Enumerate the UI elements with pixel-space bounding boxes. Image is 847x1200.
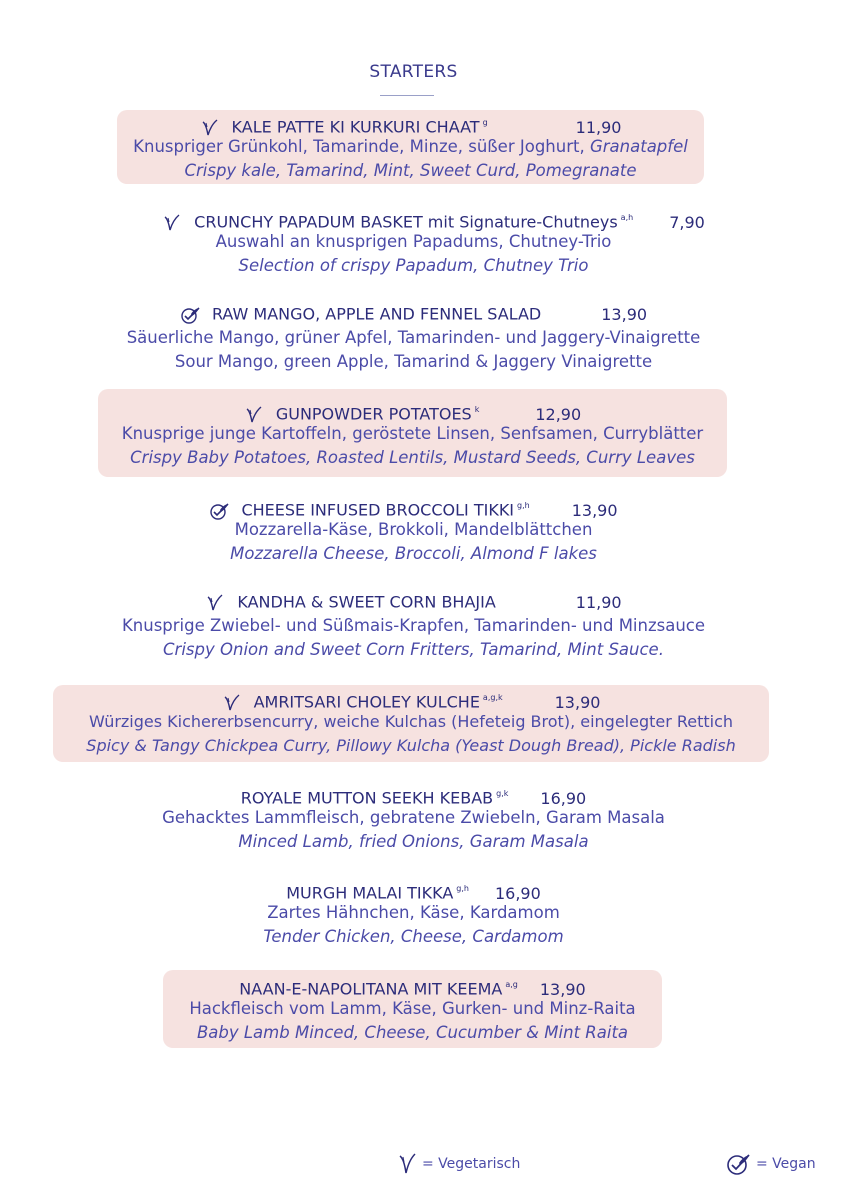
item-name: RAW MANGO, APPLE AND FENNEL SALAD [211,304,542,324]
item-description-de: Knuspriger Grünkohl, Tamarinde, Minze, süßer Joghurt, Granatapfel [133,137,688,156]
allergen-codes: a,g,k [482,693,503,702]
item-price: 16,90 [540,788,587,808]
item-price: 16,90 [494,883,541,903]
item-description-de: Knusprige junge Kartoffeln, geröstete Linsen, Senfsamen, Curryblätter [121,424,704,443]
vegetarian-icon [162,213,184,233]
legend-vegan [726,1152,816,1176]
menu-item [117,110,704,184]
item-price: 7,90 [669,212,705,232]
item-description-en: Minced Lamb, fried Onions, Garam Masala [238,832,589,851]
item-description-de: Gehacktes Lammfleisch, gebratene Zwiebeln, Garam Masala [162,808,665,827]
item-description-de: Knusprige Zwiebel- und Süßmais-Krapfen, Tamarinden- und Minzsauce [121,616,706,635]
section-title: STARTERS [369,62,458,82]
item-description-en: Sour Mango, green Apple, Tamarind & Jaggery Vinaigrette [174,352,653,371]
allergen-codes: g,h [456,884,469,893]
item-description-de: Auswahl an knusprigen Papadums, Chutney-Trio [215,232,612,251]
menu-item [0,494,827,566]
vegetarian-icon [205,593,227,613]
item-price: 11,90 [575,117,622,137]
item-price: 13,90 [554,692,601,712]
item-description-de: Würziges Kichererbsencurry, weiche Kulchas (Hefeteig Brot), eingelegter Rettich [88,712,734,731]
allergen-codes: g [482,118,488,127]
item-name: AMRITSARI CHOLEY KULCHE [253,692,480,712]
item-name: GUNPOWDER POTATOES [275,404,472,424]
vegan-icon [180,305,202,325]
title-divider [380,95,434,96]
vegetarian-icon [398,1152,418,1176]
allergen-codes: g,k [496,789,509,798]
item-price: 13,90 [601,304,648,324]
item-description-en: Mozzarella Cheese, Broccoli, Almond F lakes [230,544,597,563]
vegan-icon [209,501,231,521]
item-description-de: Zartes Hähnchen, Käse, Kardamom [267,903,560,922]
item-price: 12,90 [535,404,582,424]
item-price: 11,90 [575,592,622,612]
item-description-en: Spicy & Tangy Chickpea Curry, Pillowy Kulcha (Yeast Dough Bread), Pickle Radish [86,736,736,755]
item-price: 13,90 [539,979,586,999]
menu-item [0,590,827,662]
allergen-codes: a,h [620,213,634,222]
item-description-en: Crispy kale, Tamarind, Mint, Sweet Curd, Pomegranate [184,161,637,180]
menu-item [98,389,727,477]
vegan-icon [726,1152,752,1176]
menu-item [0,782,827,854]
menu-item [0,206,827,278]
item-description-en: Tender Chicken, Cheese, Cardamom [263,927,564,946]
menu-item [163,970,662,1048]
allergen-codes: g,h [517,501,530,510]
item-name: KANDHA & SWEET CORN BHAJIA [237,592,496,612]
allergen-codes: a,g [505,980,518,989]
item-price: 13,90 [571,500,618,520]
item-description-de: Säuerliche Mango, grüner Apfel, Tamarinden- und Jaggery-Vinaigrette [126,328,701,347]
item-name: NAAN-E-NAPOLITANA MIT KEEMA [239,979,503,999]
legend-vegan-label: = Vegan [756,1156,816,1172]
legend-vegetarian [398,1152,520,1176]
menu-item [0,302,827,374]
item-name: MURGH MALAI TIKKA [286,883,454,903]
item-description-en: Selection of crispy Papadum, Chutney Trio [238,256,589,275]
item-name: CHEESE INFUSED BROCCOLI TIKKI [241,500,515,520]
item-name: CRUNCHY PAPADUM BASKET mit Signature-Chutneys [194,212,618,232]
menu-item [0,877,827,949]
item-name: KALE PATTE KI KURKURI CHAAT [231,117,480,137]
item-description-de: Mozzarella-Käse, Brokkoli, Mandelblättchen [234,520,593,539]
item-description-en: Crispy Onion and Sweet Corn Fritters, Tamarind, Mint Sauce. [163,640,664,659]
item-name: ROYALE MUTTON SEEKH KEBAB [240,788,494,808]
menu-item [53,685,769,762]
allergen-codes: k [474,405,480,414]
item-description-en: Baby Lamb Minced, Cheese, Cucumber & Mint Raita [196,1023,629,1042]
item-description-en: Crispy Baby Potatoes, Roasted Lentils, Mustard Seeds, Curry Leaves [130,448,695,467]
legend-vegetarian-label: = Vegetarisch [422,1156,521,1172]
item-description-de: Hackfleisch vom Lamm, Käse, Gurken- und Minz-Raita [189,999,636,1018]
